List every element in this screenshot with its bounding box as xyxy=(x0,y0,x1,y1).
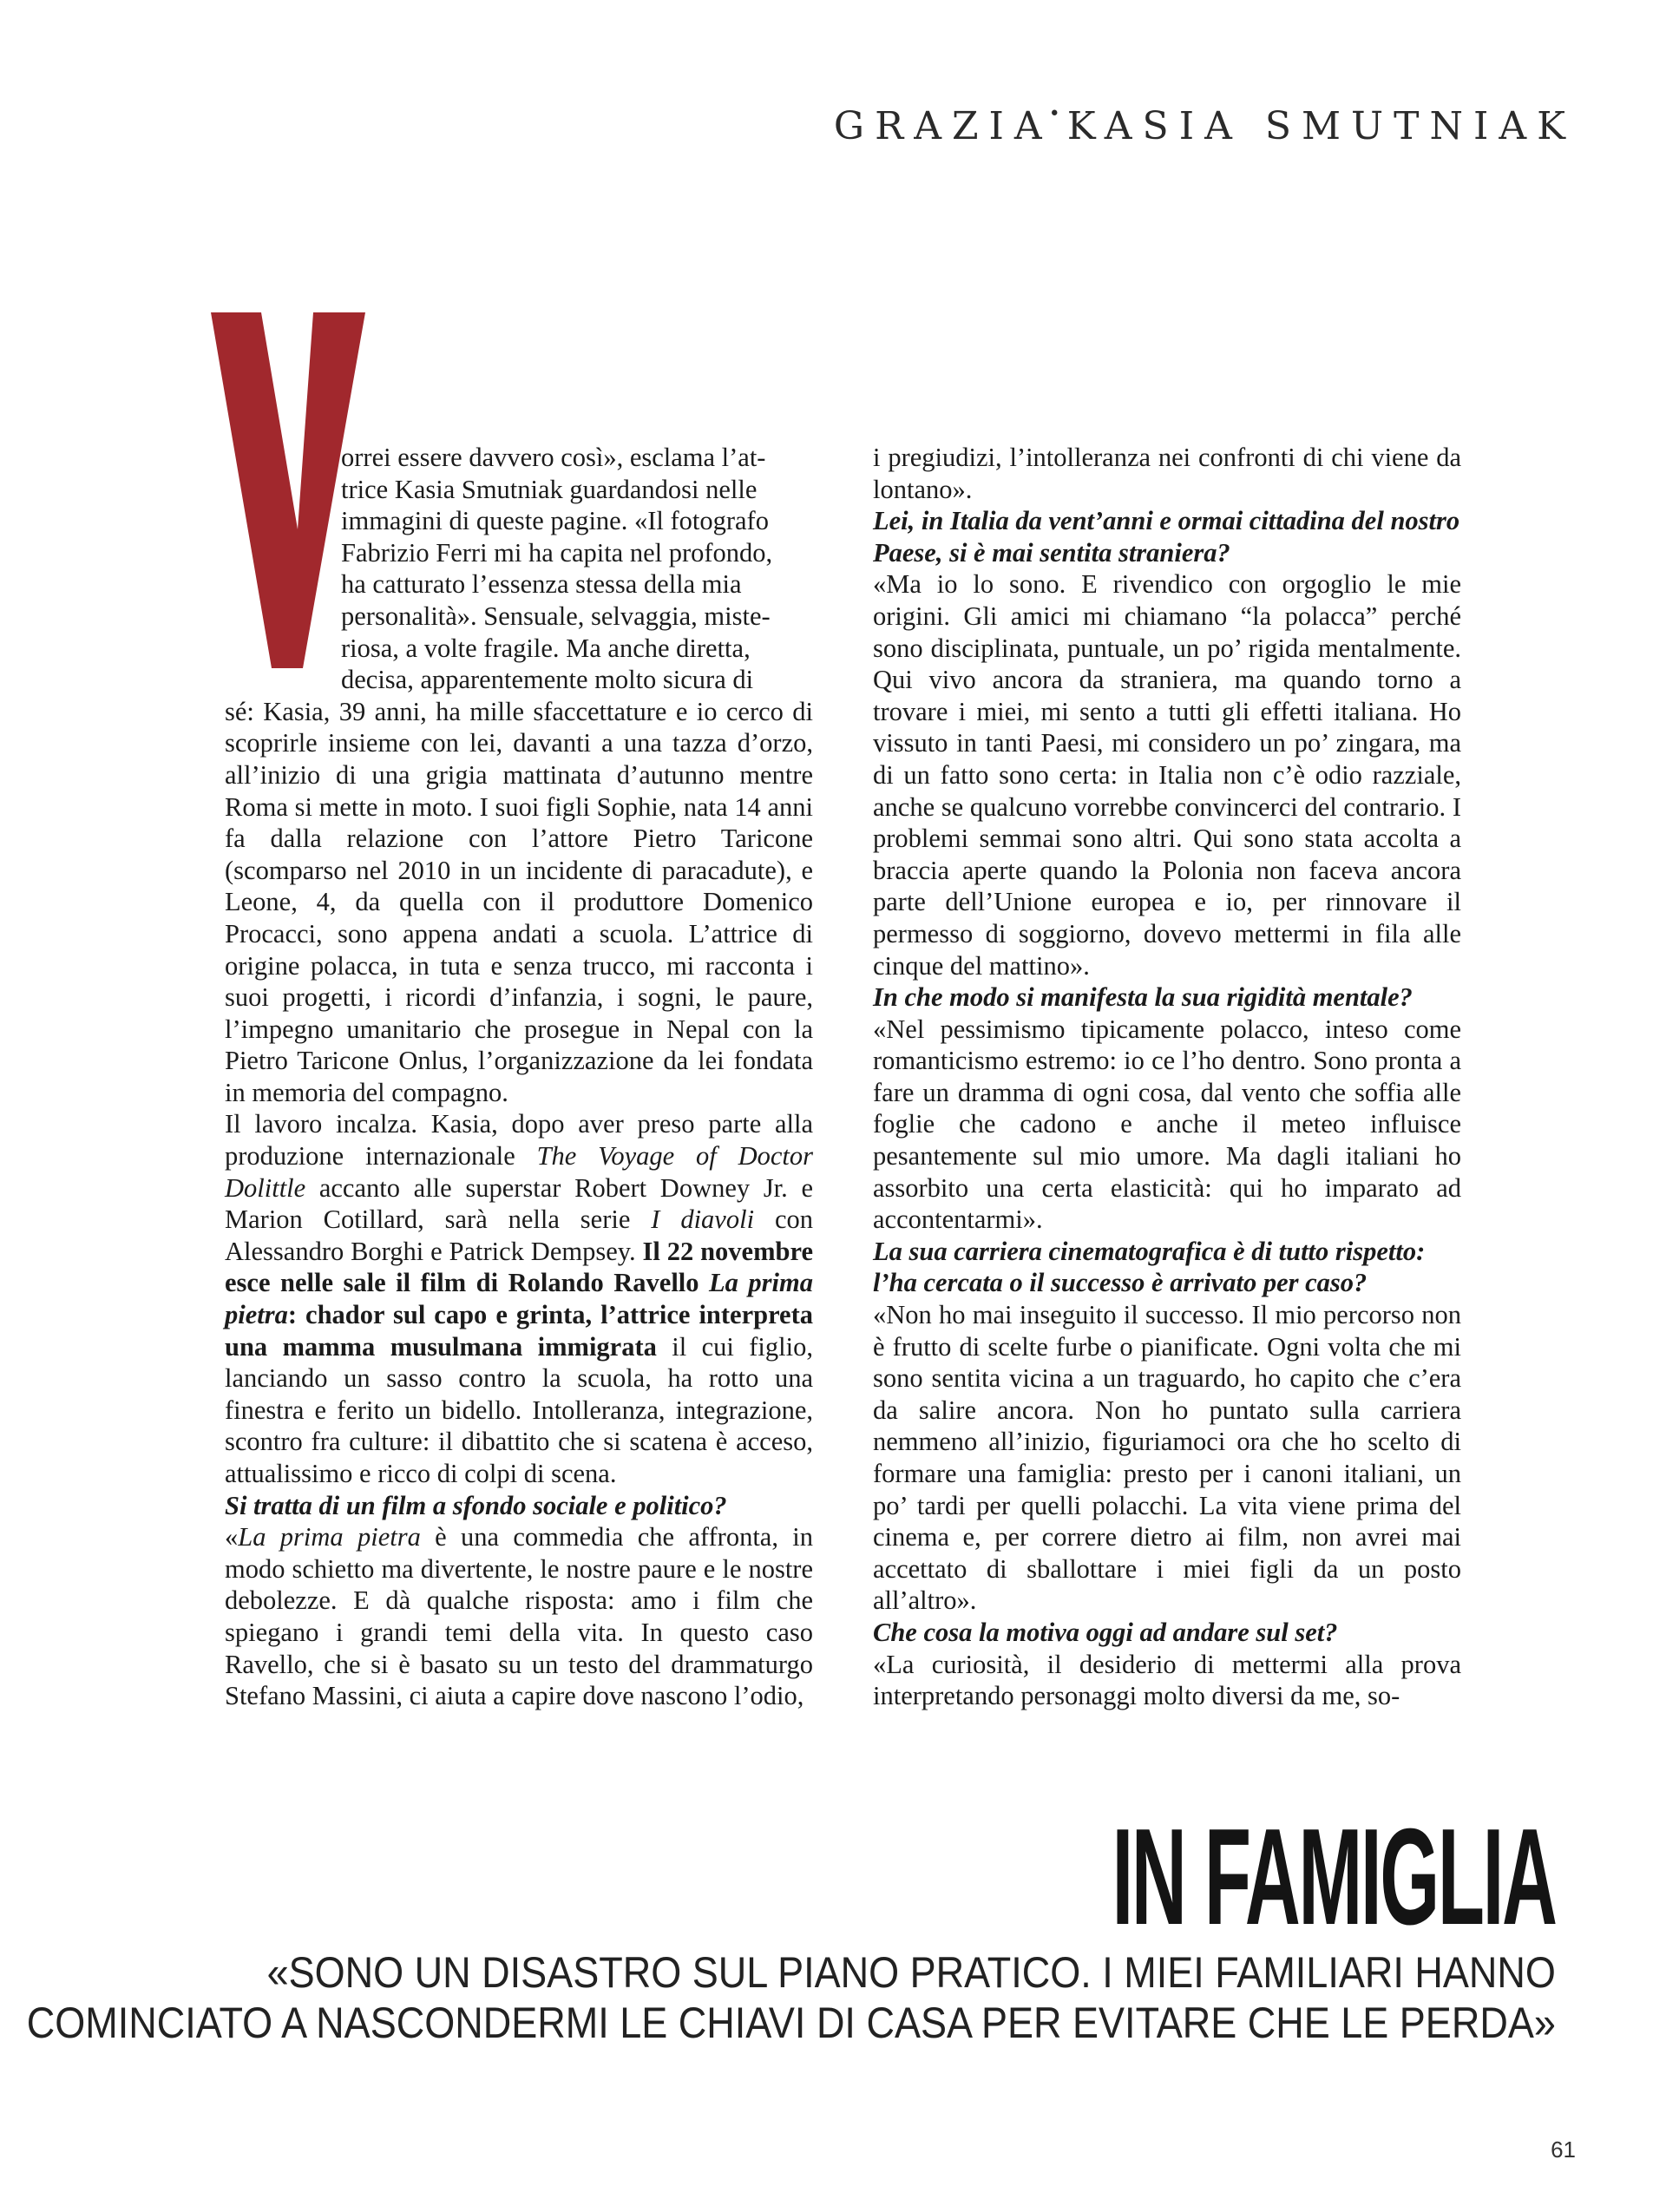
film-title: La prima pietra xyxy=(238,1522,421,1552)
section-headline: IN FAMIGLIA xyxy=(1112,1801,1556,1953)
page-number: 61 xyxy=(1551,2137,1576,2163)
interview-question: In che modo si manifesta la sua rigidità mentale? xyxy=(873,982,1413,1013)
interview-answer: i pregiudizi, l’intolleranza nei confronti di chi viene da lontano». xyxy=(873,443,1461,504)
article-column-left xyxy=(225,442,813,1712)
intro-line: decisa, apparentemente molto sicura di xyxy=(341,665,754,695)
header-separator: • xyxy=(1048,103,1060,125)
pull-quote-line: «SONO UN DISASTRO SUL PIANO PRATICO. I MIEI FAMILIARI HANNO xyxy=(266,1948,1557,1997)
interview-answer: «Ma io lo sono. E rivendico con orgoglio le mie origini. Gli amici mi chiamano “la polacca” perché sono disciplinata, puntuale, un po’ rigida mentalmente. Qui vivo ancora da straniera, ma quando torno a trovare i miei, mi sento a tutti gli effetti italiana. Ho vissuto in tanti Paesi, mi considero un po’ zingara, ma di un fatto sono certa: in Italia non c’è odio razziale, anche se qualcuno vorrebbe convincerci del contrario. I problemi semmai sono altri. Qui sono stata accolta a braccia aperte quando la Polonia non faceva ancora parte dell’Unione europea e io, per rinnovare il permesso di soggiorno, dovevo mettermi in fila alle cinque del mattino». xyxy=(873,569,1461,981)
interview-answer: «La prima pietra è una commedia che affronta, in modo schietto ma divertente, le nostre paure e le nostre debolezze. E dà qualche risposta: amo i film che spiegano i grandi temi della vita. In questo caso Ravello, che si è basato su un testo del drammaturgo Stefano Massini, ci aiuta a capire dove nascono l’odio, xyxy=(225,1522,813,1711)
career-paragraph: Il lavoro incalza. Kasia, dopo aver preso parte alla produzione internazionale The Voyage of Doctor Dolittle accanto alle superstar Robert Downey Jr. e Marion Cotillard, sarà nella serie I diavoli con Alessandro Borghi e Patrick Dempsey. Il 22 novembre esce nelle sale il film di Rolando Ravello La prima pietra: chador sul capo e grinta, l’attrice interpreta una mamma musulmana immigrata il cui figlio, lanciando un sasso contro la scuola, ha rotto una finestra e ferito un bidello. Intolleranza, integrazione, scontro fra culture: il dibattito che si scatena è acceso, attualissimo e ricco di colpi di scena. xyxy=(225,1109,813,1488)
interview-question: Lei, in Italia da vent’anni e ormai cittadina del nostro Paese, si è mai sentita straniera? xyxy=(873,506,1460,568)
intro-line: riosa, a volte fragile. Ma anche diretta, xyxy=(341,633,751,663)
brand-name: GRAZIA xyxy=(833,104,1053,148)
interview-question: La sua carriera cinematografica è di tutto rispetto: l’ha cercata o il successo è arrivato per caso? xyxy=(873,1236,1426,1298)
header-subject: KASIA SMUTNIAK xyxy=(1066,104,1576,148)
intro-line: personalità». Sensuale, selvaggia, miste- xyxy=(341,601,771,631)
intro-line: trice Kasia Smutniak guardandosi nelle xyxy=(341,474,758,504)
interview-answer: «Nel pessimismo tipicamente polacco, inteso come romanticismo estremo: io ce l’ho dentro. Sono pronta a fare un dramma di ogni cosa, dal vento che soffia alle foglie che cadono e anche il meteo influisce pesantemente sul mio umore. Ma dagli italiani ho assorbito una certa elasticità: qui ho imparato ad accontentarmi». xyxy=(873,1014,1461,1235)
intro-line: immagini di queste pagine. «Il fotografo xyxy=(341,506,769,536)
film-title: The Voyage of Doctor Dolittle xyxy=(225,1141,813,1203)
interview-answer: «Non ho mai inseguito il successo. Il mio percorso non è frutto di scelte furbe o pianificate. Ogni volta che mi sono sentita vicina a un traguardo, ho capito che c’era da salire ancora. Non ho puntato sulla carriera nemmeno all’inizio, figuriamoci ora che ho scelto di formare una famiglia: presto per i canoni italiani, un po’ tardi per quelli polacchi. La vita viene prima del cinema e, per correre dietro ai film, non avrei mai accettato di sballottare i miei figli da un posto all’altro». xyxy=(873,1300,1461,1616)
interview-question: Si tratta di un film a sfondo sociale e politico? xyxy=(225,1490,727,1520)
intro-line: Fabrizio Ferri mi ha capita nel profondo, xyxy=(341,537,773,568)
interview-answer: «La curiosità, il desiderio di mettermi alla prova interpretando personaggi molto diversi da me, so- xyxy=(873,1649,1461,1711)
pull-quote-line: COMINCIATO A NASCONDERMI LE CHIAVI DI CASA PER EVITARE CHE LE PERDA» xyxy=(26,1999,1556,2047)
film-title: La prima pietra xyxy=(225,1268,813,1330)
pull-quote xyxy=(27,1947,1556,2048)
intro-line: orrei essere davvero così», esclama l’at- xyxy=(341,443,766,472)
series-title: I diavoli xyxy=(651,1204,755,1235)
running-header xyxy=(834,104,1576,148)
intro-line: ha catturato l’essenza stessa della mia xyxy=(341,569,742,600)
interview-question: Che cosa la motiva oggi ad andare sul set? xyxy=(873,1617,1338,1647)
intro-paragraph-rest: sé: Kasia, 39 anni, ha mille sfaccettature e io cerco di scoprirle insieme con lei, davanti a una tazza d’orzo, all’inizio di una grigia mattinata d’autunno mentre Roma si mette in moto. I suoi figli Sophie, nata 14 anni fa dalla relazione con l’attore Pietro Taricone (scomparso nel 2010 in un incidente di paracadute), e Leone, 4, da quella con il produttore Domenico Procacci, sono appena andati a scuola. L’attrice di origine polacca, in tuta e senza trucco, mi racconta i suoi progetti, i ricordi d’infanzia, i sogni, le paure, l’impegno umanitario che prosegue in Nepal con la Pietro Taricone Onlus, l’organizzazione da lei fondata in memoria del compagno. xyxy=(225,696,813,1107)
article-column-right xyxy=(873,442,1461,1712)
